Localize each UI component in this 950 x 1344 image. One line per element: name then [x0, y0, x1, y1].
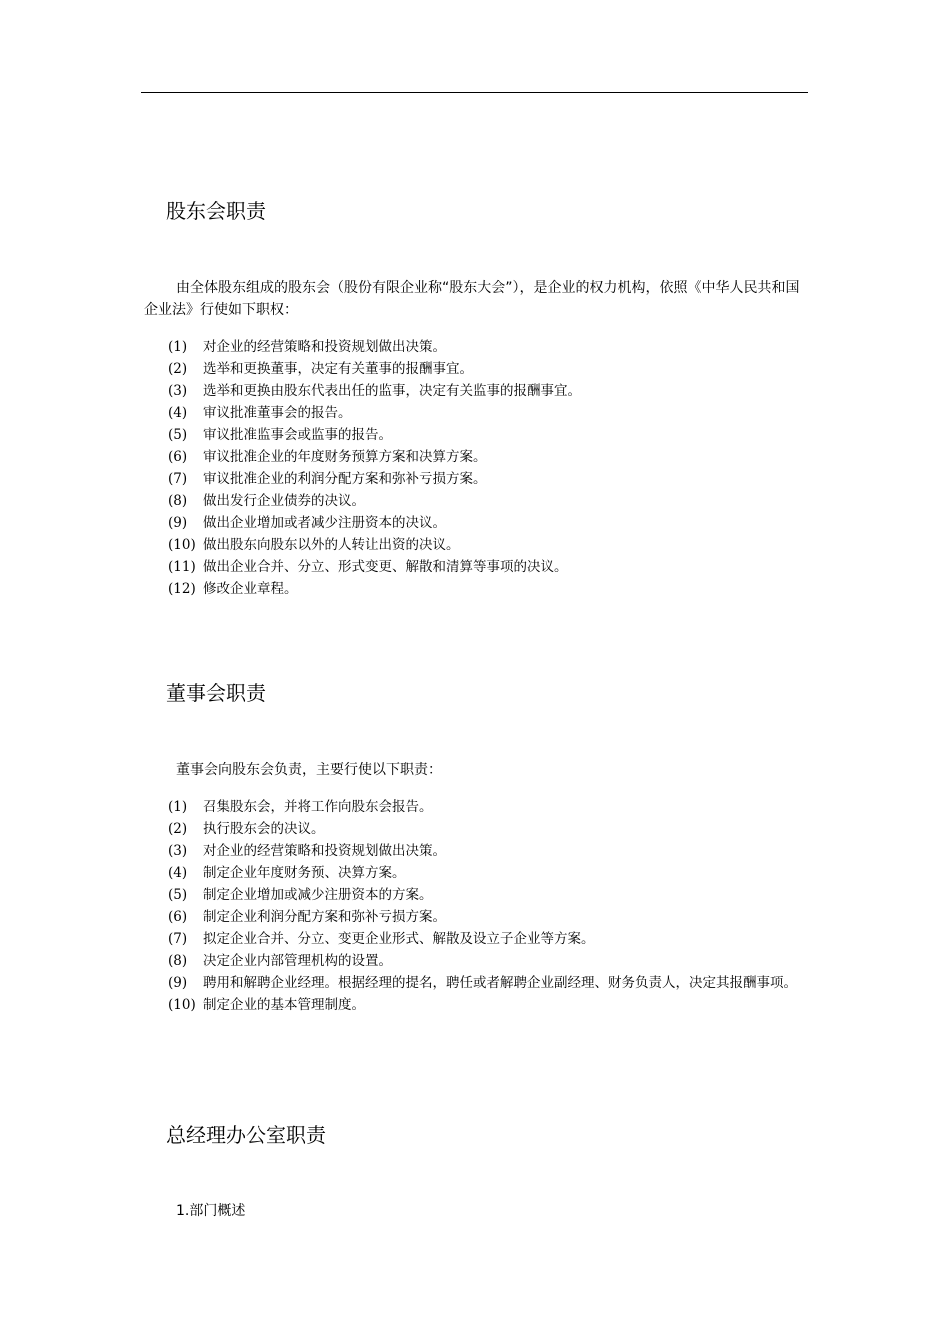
- item-text: 拟定企业合并、分立、变更企业形式、解散及设立子企业等方案。: [203, 931, 595, 947]
- item-number: (5): [168, 427, 188, 443]
- list-item: [168, 402, 810, 424]
- item-number: (8): [168, 953, 188, 969]
- item-text: 制定企业增加或减少注册资本的方案。: [203, 887, 433, 903]
- item-number: (6): [168, 449, 188, 465]
- item-number: (12): [168, 581, 196, 597]
- section-heading-gm-office: 总经理办公室职责: [166, 1123, 326, 1147]
- list-item: [168, 994, 810, 1016]
- list-item: [168, 468, 810, 490]
- list-item: [168, 534, 810, 556]
- list-item: [168, 928, 810, 950]
- item-text: 制定企业的基本管理制度。: [203, 997, 365, 1013]
- item-number: (10): [168, 537, 196, 553]
- list-item: [168, 972, 810, 994]
- section-intro-board: 董事会向股东会负责，主要行使以下职责：: [176, 762, 442, 778]
- section-intro-shareholders: 由全体股东组成的股东会（股份有限企业称“股东大会”），是企业的权力机构，依照《中华人民共和国企业法》行使如下职权：: [144, 280, 800, 318]
- item-text: 选举和更换董事，决定有关董事的报酬事宜。: [203, 361, 473, 377]
- item-text: 执行股东会的决议。: [203, 821, 325, 837]
- item-number: (4): [168, 405, 188, 421]
- list-item: [168, 884, 810, 906]
- list-item: [168, 358, 810, 380]
- list-item: [168, 556, 810, 578]
- item-text: 对企业的经营策略和投资规划做出决策。: [203, 339, 446, 355]
- item-number: (7): [168, 931, 188, 947]
- item-text: 审议批准董事会的报告。: [203, 405, 352, 421]
- item-text: 审议批准监事会或监事的报告。: [203, 427, 392, 443]
- list-item: [168, 840, 810, 862]
- list-item: [168, 336, 810, 358]
- duty-list-board: [168, 796, 810, 1016]
- item-number: (2): [168, 361, 188, 377]
- list-item: [168, 380, 810, 402]
- section-heading-board: 董事会职责: [166, 681, 266, 705]
- list-item: [168, 862, 810, 884]
- section-heading-shareholders: 股东会职责: [166, 199, 266, 223]
- item-text: 对企业的经营策略和投资规划做出决策。: [203, 843, 446, 859]
- list-item: [168, 446, 810, 468]
- item-number: (6): [168, 909, 188, 925]
- item-number: (7): [168, 471, 188, 487]
- item-text: 选举和更换由股东代表出任的监事，决定有关监事的报酬事宜。: [203, 383, 581, 399]
- item-text: 召集股东会，并将工作向股东会报告。: [203, 799, 433, 815]
- header-rule: [141, 92, 808, 93]
- item-number: (10): [168, 997, 196, 1013]
- item-number: (9): [168, 975, 188, 991]
- list-item: [168, 424, 810, 446]
- item-text: 审议批准企业的利润分配方案和弥补亏损方案。: [203, 471, 487, 487]
- item-number: (11): [168, 559, 196, 575]
- list-item: [168, 818, 810, 840]
- item-number: (3): [168, 383, 188, 399]
- item-text: 做出股东向股东以外的人转让出资的决议。: [203, 537, 460, 553]
- item-text: 做出企业增加或者减少注册资本的决议。: [203, 515, 446, 531]
- item-number: (5): [168, 887, 188, 903]
- item-text: 做出发行企业债券的决议。: [203, 493, 365, 509]
- list-item: [168, 906, 810, 928]
- item-text: 审议批准企业的年度财务预算方案和决算方案。: [203, 449, 487, 465]
- item-number: (1): [168, 799, 188, 815]
- item-number: (4): [168, 865, 188, 881]
- item-text: 制定企业利润分配方案和弥补亏损方案。: [203, 909, 446, 925]
- list-item: [168, 796, 810, 818]
- list-item: [168, 512, 810, 534]
- subsection-heading: 1.部门概述: [176, 1203, 246, 1219]
- duty-list-shareholders: [168, 336, 810, 600]
- item-number: (2): [168, 821, 188, 837]
- item-text: 聘用和解聘企业经理。根据经理的提名，聘任或者解聘企业副经理、财务负责人，决定其报酬事项。: [203, 975, 797, 991]
- item-number: (1): [168, 339, 188, 355]
- list-item: [168, 578, 810, 600]
- item-text: 做出企业合并、分立、形式变更、解散和清算等事项的决议。: [203, 559, 568, 575]
- item-text: 修改企业章程。: [203, 581, 298, 597]
- item-text: 制定企业年度财务预、决算方案。: [203, 865, 406, 881]
- list-item: [168, 490, 810, 512]
- item-number: (9): [168, 515, 188, 531]
- item-number: (3): [168, 843, 188, 859]
- list-item: [168, 950, 810, 972]
- item-number: (8): [168, 493, 188, 509]
- item-text: 决定企业内部管理机构的设置。: [203, 953, 392, 969]
